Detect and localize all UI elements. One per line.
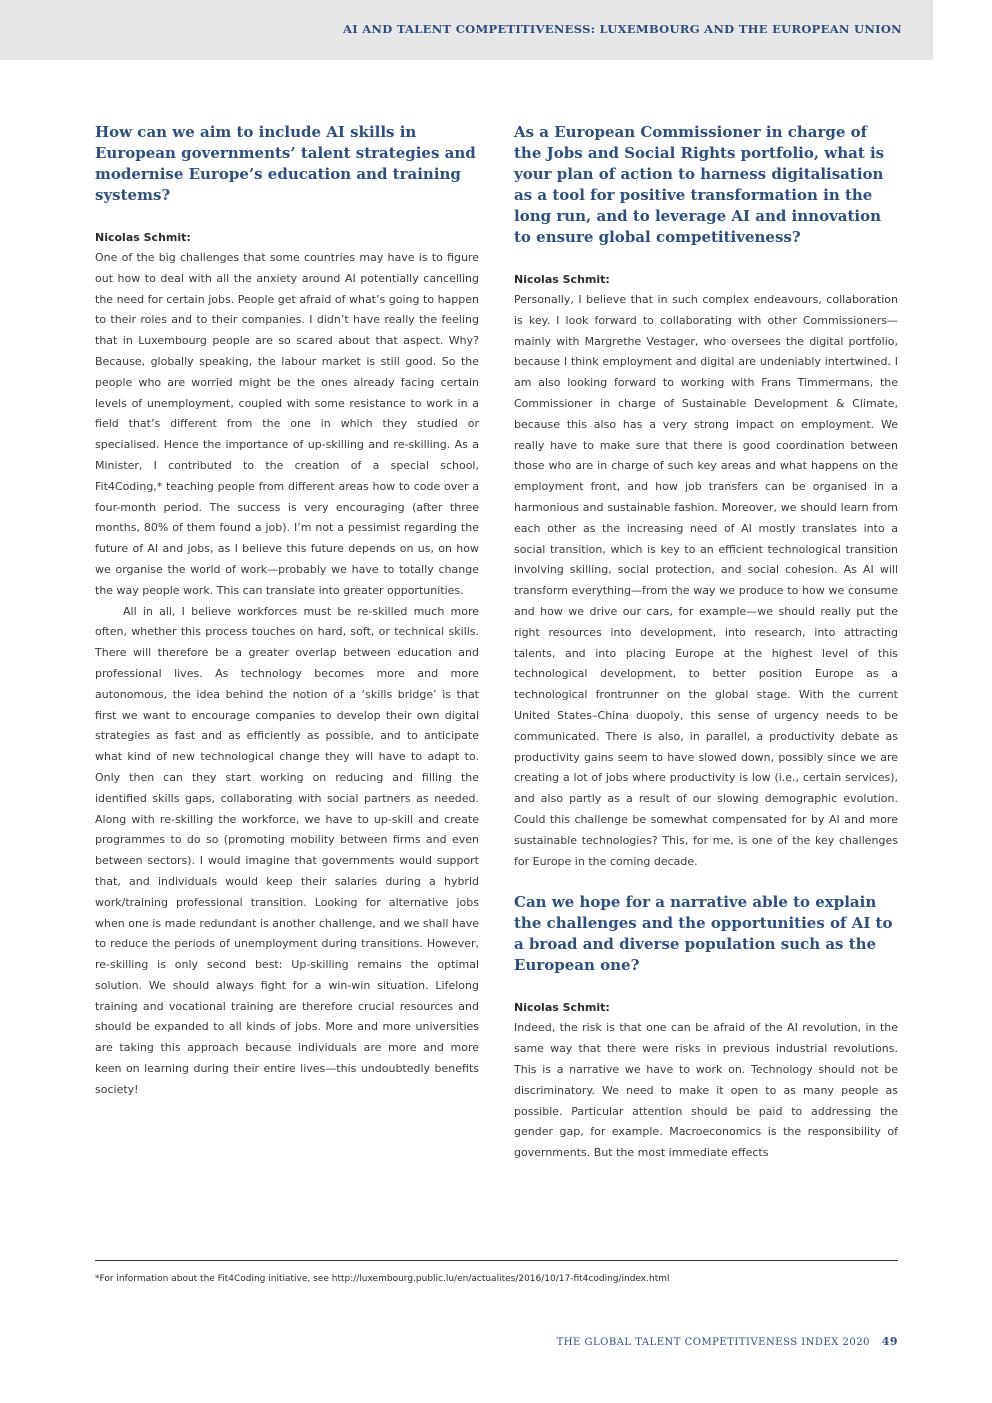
answer-1-paragraph-2: All in all, I believe workforces must be re-skilled much more often, whether this process touches on hard, soft, or technical skills. There will therefore be a greater overlap between education and professional lives. As technology becomes more and more autonomous, the idea behind the notion of a ‘skills bridge’ is that first we want to encourage companies to develop their own digital strategies as fast and as efficiently as possible, and to anticipate what kind of new technological change they will have to adapt to. Only then can they start working on reducing and filling the identified skills gaps, collaborating with social partners as needed. Along with re-skilling the workforce, we have to up-skill and create programmes to do so (promoting mobility between firms and even between sectors). I would imagine that governments would support that, and individuals would keep their salaries during a hybrid work/training professional transition. Looking for alternative jobs when one is made redundant is another challenge, and we shall have to reduce the periods of unemployment during transitions. However, re-skilling is only second best: Up-skilling remains the optimal solution. We should always fight for a win-win situation. Lifelong training and vocational training are therefore crucial resources and should be expanded to all kinds of jobs. More and more universities are taking this approach because individuals are more and more keen on learning during their entire lives—this undoubtedly benefits society! [95,604,479,1096]
publication-title: THE GLOBAL TALENT COMPETITIVENESS INDEX 2020 [556,1337,870,1348]
question-1: How can we aim to include AI skills in European governments’ talent strategies and modernise Europe’s education and training systems? [95,123,476,204]
footnote-divider [95,1260,898,1261]
question-2: As a European Commissioner in charge of the Jobs and Social Rights portfolio, what is your plan of action to harness digitalisation as a tool for positive transformation in the long run, and to leverage AI and innovation to ensure global competitiveness? [514,123,885,246]
left-column [95,122,479,1101]
answer-1-paragraph-1: One of the big challenges that some countries may have is to figure out how to deal with all the anxiety around AI potentially cancelling the need for certain jobs. People get afraid of what’s going to happen to their roles and to their companies. I didn’t have really the feeling that in Luxembourg people are so scared about that aspect. Why? Because, globally speaking, the labour market is still good. So the people who are worried might be the ones already facing certain levels of unemployment, coupled with some resistance to work in a field that’s different from the one in which they studied or specialised. Hence the importance of up-skilling and re-skilling. As a Minister, I contributed to the creation of a special school, Fit4Coding,* teaching people from different areas how to code over a four-month period. The success is very encouraging (after three months, 80% of them found a job). I’m not a pessimist regarding the future of AI and jobs, as I believe this future depends on us, on how we organise the world of work—probably we have to totally change the way people work. This can translate into greater opportunities. [95,251,479,597]
answer-3-paragraph: Indeed, the risk is that one can be afraid of the AI revolution, in the same way that there were risks in previous industrial revolutions. This is a narrative we have to work on. Technology should not be discriminatory. We need to make it open to as many people as possible. Particular attention should be paid to addressing the gender gap, for example. Macroeconomics is the responsibility of governments. But the most immediate effects [514,1021,898,1160]
question-3: Can we hope for a narrative able to explain the challenges and the opportunities of AI to a broad and diverse population such as the European one? [514,893,893,975]
page-footer [557,1335,898,1348]
answer-2-paragraph: Personally, I believe that in such complex endeavours, collaboration is key. I look forward to collaborating with other Commissioners—mainly with Margrethe Vestager, who oversees the digital portfolio, because I think employment and digital are undeniably intertwined. I am also looking forward to working with Frans Timmermans, the Commissioner in charge of Sustainable Development & Climate, because this also has a very strong impact on employment. We really have to make sure that there is good coordination between those who are in charge of such key areas and what happens on the employment front, and how job transfers can be organised in a harmonious and sustainable fashion. Moreover, we should learn from each other as the increasing need of AI mostly translates into a social transition, which is key to an efficient technological transition involving skilling, social protection, and social cohesion. As AI will transform everything—from the way we produce to how we consume and how we drive our cars, for example—we should really put the right resources into development, into research, into attracting talents, and into placing Europe at the highest level of this technological development, to better position Europe as a technological frontrunner on the global stage. With the current United States–China duopoly, this sense of urgency needs to be communicated. There is also, in parallel, a productivity debate as productivity gains seem to have slowed down, possibly since we are creating a lot of jobs where productivity is low (i.e., certain services), and also partly as a result of our slowing demographic evolution. Could this challenge be somewhat compensated for by AI and more sustainable technologies? This, for me, is one of the key challenges for Europe in the coming decade. [514,293,898,868]
page-number: 49 [881,1335,898,1348]
speaker-label-2: Nicolas Schmit: [514,273,610,286]
footnote: *For information about the Fit4Coding initiative, see http://luxembourg.public.lu/en/actualites/2016/10/17-fit4coding/index.html [95,1274,670,1284]
running-header: AI AND TALENT COMPETITIVENESS: LUXEMBOURG AND THE EUROPEAN UNION [343,22,902,36]
header-band [0,0,933,60]
speaker-label-1: Nicolas Schmit: [95,231,191,244]
speaker-label-3: Nicolas Schmit: [514,1001,610,1015]
right-column [514,122,898,1164]
